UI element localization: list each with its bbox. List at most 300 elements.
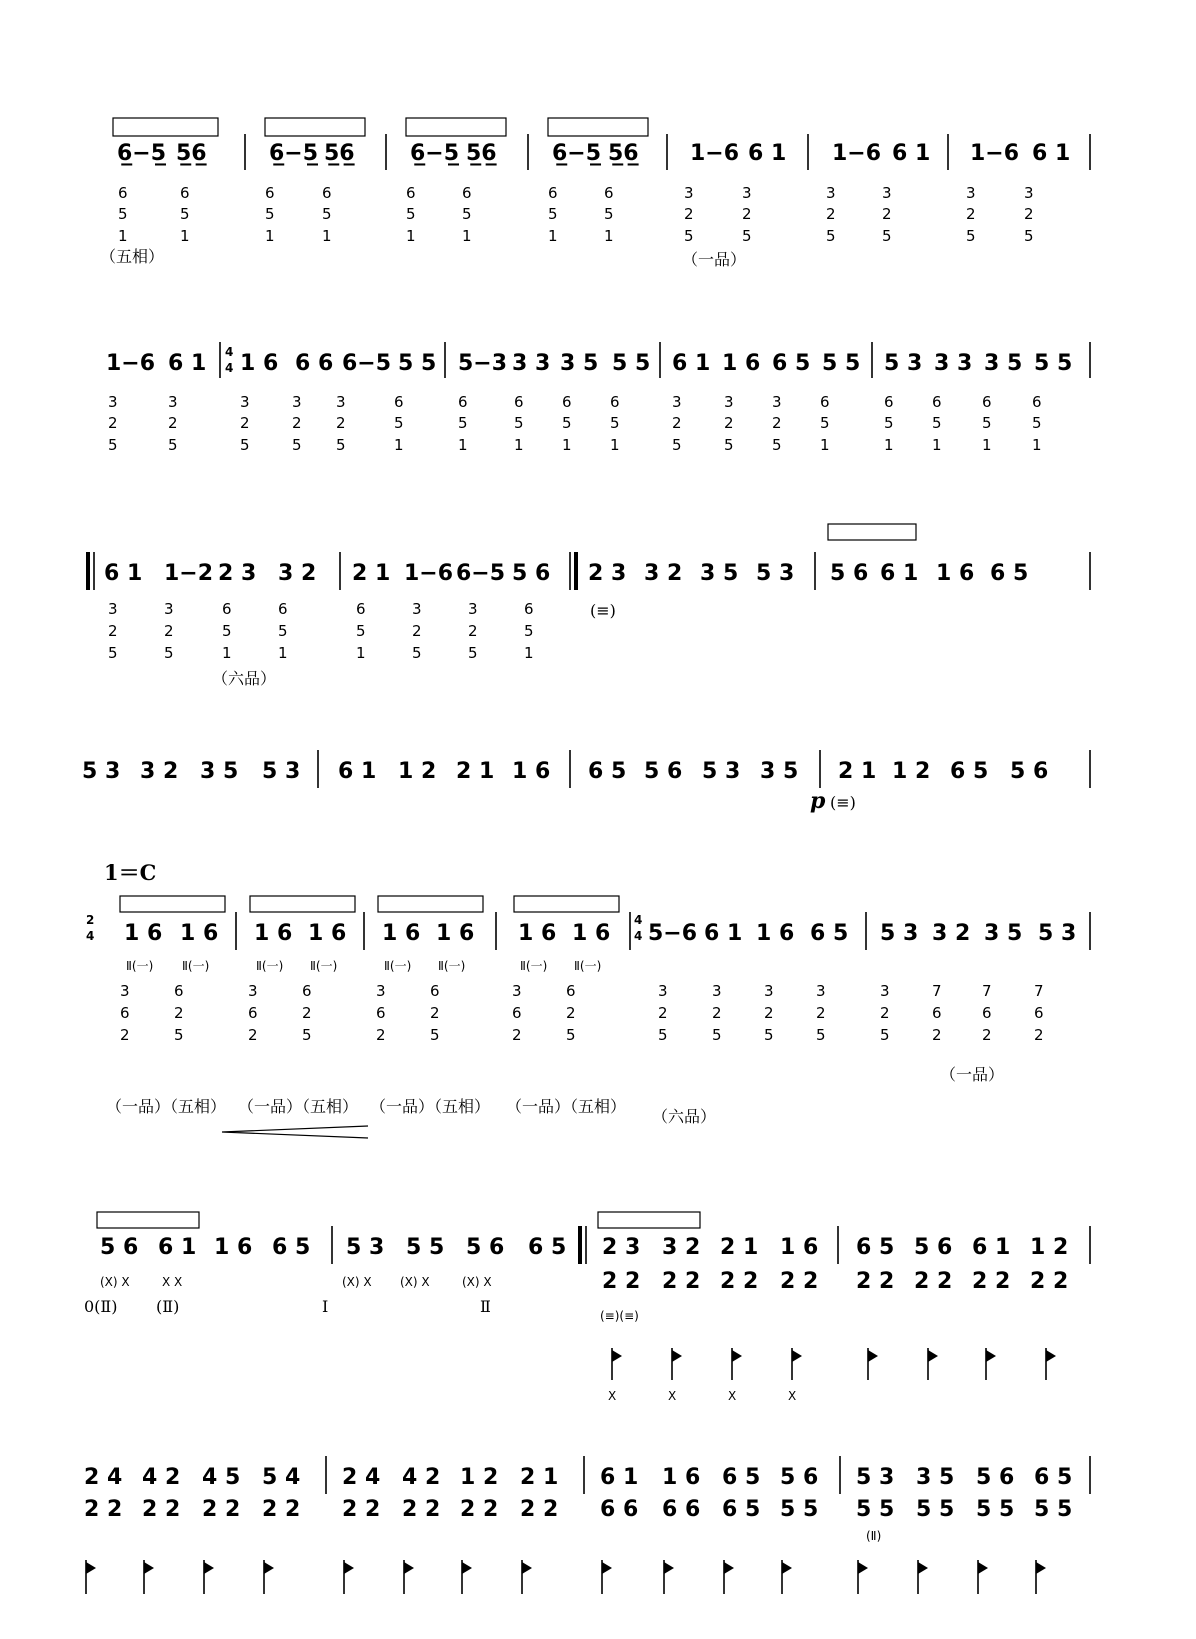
notation-text: 3 5 — [916, 1465, 955, 1490]
notation-text: 2 2 — [972, 1269, 1011, 1294]
notation-text: 2 — [108, 622, 118, 640]
notation-text: 2 2 — [262, 1497, 301, 1522]
score-line-2 — [106, 342, 1090, 454]
notation-text: 1 2 — [398, 759, 437, 784]
tremolo-box — [250, 896, 355, 912]
notation-text: 5 — [610, 414, 620, 432]
notation-text: 5 — [826, 227, 836, 245]
notation-text: 4 2 — [402, 1465, 441, 1490]
notation-text: 5 — [524, 622, 534, 640]
tremolo-box — [406, 118, 506, 136]
notation-text: 6 6 — [662, 1497, 701, 1522]
notation-text: 6 1 — [104, 561, 143, 586]
notation-text: 1 — [222, 644, 232, 662]
notation-text: 6 1 — [338, 759, 377, 784]
notation-text: 6 1 — [972, 1235, 1011, 1260]
time-sig-den: 4 — [86, 929, 95, 943]
notation-text: 3 2 — [140, 759, 179, 784]
notation-text: 3 — [880, 982, 890, 1000]
melody-measure-5: 1−6 — [690, 141, 740, 166]
notation-text: Ⅱ(一) — [126, 959, 154, 973]
notation-text: 2 — [376, 1026, 386, 1044]
stroke-flag-icon — [724, 1562, 734, 1574]
notation-text: 7 — [932, 982, 942, 1000]
notation-text: 3 — [248, 982, 258, 1000]
stroke-flag-icon — [868, 1350, 878, 1362]
notation-text: 6 — [982, 1004, 992, 1022]
notation-text: 5 — [684, 227, 694, 245]
notation-text: 2 2 — [402, 1497, 441, 1522]
notation-text: 3 — [240, 393, 250, 411]
notation-text: 5 — [174, 1026, 184, 1044]
notation-text: 6 — [322, 184, 332, 202]
chord-stacks-line-3 — [108, 600, 534, 662]
notation-text: 6 — [462, 184, 472, 202]
notation-text: 5 — [672, 436, 682, 454]
notation-text: 2 — [430, 1004, 440, 1022]
notation-text: 1 6 — [214, 1235, 253, 1260]
tremolo-box — [548, 118, 648, 136]
notation-text: 5 3 — [262, 759, 301, 784]
notation-text: 2 — [658, 1004, 668, 1022]
chord-stacks-line-1 — [118, 184, 1034, 245]
notation-text: 5 5 — [612, 351, 651, 376]
notation-text: 5 — [406, 205, 416, 223]
notation-text: 2 — [566, 1004, 576, 1022]
notation-text: 1 6 — [722, 351, 761, 376]
tremolo-box — [265, 118, 365, 136]
stroke-flag-icon — [1046, 1350, 1056, 1362]
lower-voice-line-6 — [602, 1269, 1068, 1294]
notation-text: 1 — [610, 436, 620, 454]
notation-text: 5 — [240, 436, 250, 454]
notation-text: 2 — [412, 622, 422, 640]
notation-text: 1 — [820, 436, 830, 454]
notation-text: 2 2 — [202, 1497, 241, 1522]
stroke-flag-icon — [978, 1562, 988, 1574]
notation-text: 5 — [462, 205, 472, 223]
notation-text: 6 — [932, 1004, 942, 1022]
notation-text: 5 6 — [644, 759, 683, 784]
stroke-flag-icon — [782, 1562, 792, 1574]
notation-text: 5 — [932, 414, 942, 432]
position-label: （五相） — [100, 247, 165, 266]
notation-text: 3 2 — [932, 921, 971, 946]
score-line-3 — [88, 524, 1090, 688]
notation-text: 5 — [772, 436, 782, 454]
notation-text: 2 — [1024, 205, 1034, 223]
notation-text: 2 3 — [602, 1235, 641, 1260]
notation-text: 6 5 — [810, 921, 849, 946]
notation-text: 5 — [430, 1026, 440, 1044]
notation-text: 6 — [376, 1004, 386, 1022]
notation-text: 3 — [724, 393, 734, 411]
notation-text: 1 2 — [1030, 1235, 1069, 1260]
notation-text: 2 — [248, 1026, 258, 1044]
notation-text: 3 3 — [512, 351, 551, 376]
notation-text: 3 — [1024, 184, 1034, 202]
notation-text: 5 — [336, 436, 346, 454]
notation-text: 5 6 — [466, 1235, 505, 1260]
notation-text: 3 — [120, 982, 130, 1000]
position-label: （六品） — [212, 669, 277, 688]
notation-text: 6 — [174, 982, 184, 1000]
dynamic-mark: p — [810, 788, 826, 814]
notation-text: 6 6 — [600, 1497, 639, 1522]
notation-text: 1 6 — [512, 759, 551, 784]
notation-text: 2 2 — [142, 1497, 181, 1522]
notation-text: 6 5 — [990, 561, 1029, 586]
notation-text: 5 — [882, 227, 892, 245]
notation-text: 1 2 — [892, 759, 931, 784]
notation-text: 3 — [108, 393, 118, 411]
notation-text: 6 — [1032, 393, 1042, 411]
notation-text: 5 — [292, 436, 302, 454]
notation-text: 1 — [394, 436, 404, 454]
melody-measure-2b: 5̲6̲ — [324, 141, 355, 166]
notation-text: 6 5 — [722, 1497, 761, 1522]
notation-text: 2 — [120, 1026, 130, 1044]
notation-text: 3 2 — [278, 561, 317, 586]
stroke-flag-icon — [918, 1562, 928, 1574]
notation-text: 5 6 — [914, 1235, 953, 1260]
notation-text: 1 — [604, 227, 614, 245]
notation-text: 5 6 — [1010, 759, 1049, 784]
notation-text: 5 3 — [880, 921, 919, 946]
notation-text: 5 — [982, 414, 992, 432]
tremolo-box — [97, 1212, 199, 1228]
notation-text: 2 1 — [838, 759, 877, 784]
technique-mark: (X) X — [462, 1275, 492, 1289]
notation-text: 6 — [406, 184, 416, 202]
stroke-flag-icon — [404, 1562, 414, 1574]
notation-text: 3 — [292, 393, 302, 411]
notation-text: 2 — [292, 414, 302, 432]
notation-text: 5 5 — [976, 1497, 1015, 1522]
notation-text: 3 — [336, 393, 346, 411]
notation-text: 5 — [566, 1026, 576, 1044]
notation-text: 3 — [376, 982, 386, 1000]
position-label: （一品）（五相） — [106, 1097, 227, 1116]
notation-text: 2 — [982, 1026, 992, 1044]
stroke-flag-icon — [664, 1562, 674, 1574]
notation-text: 2 — [512, 1026, 522, 1044]
notation-text: 7 — [1034, 982, 1044, 1000]
notation-text: 6 — [394, 393, 404, 411]
notation-text: 1 6 — [180, 921, 219, 946]
notation-text: 1 — [462, 227, 472, 245]
notation-text: 5 — [468, 644, 478, 662]
stroke-flag-icon — [792, 1350, 802, 1362]
notation-text: 6 5 — [1034, 1465, 1073, 1490]
notation-text: 5 3 — [756, 561, 795, 586]
notation-text: 2 2 — [460, 1497, 499, 1522]
notation-text: 5 — [278, 622, 288, 640]
notation-text: 5 — [712, 1026, 722, 1044]
position-label: （一品）（五相） — [238, 1097, 359, 1116]
notation-text: 6 — [512, 1004, 522, 1022]
stroke-flag-icon — [732, 1350, 742, 1362]
stroke-flag-icon — [462, 1562, 472, 1574]
notation-text: 2 — [880, 1004, 890, 1022]
notation-text: 5 6 — [100, 1235, 139, 1260]
notation-text: X — [788, 1389, 797, 1403]
notation-text: 3 — [772, 393, 782, 411]
notation-text: 6 — [932, 393, 942, 411]
notation-text: 2 — [164, 622, 174, 640]
notation-text: 4 2 — [142, 1465, 181, 1490]
notation-text: 6 1 — [704, 921, 743, 946]
technique-mark: (≡)(≡) — [600, 1309, 639, 1323]
notation-text: 2 2 — [856, 1269, 895, 1294]
time-sig-den: 4 — [225, 361, 234, 375]
notation-text: 5 — [562, 414, 572, 432]
notation-text: 3 — [816, 982, 826, 1000]
notation-text: 5 — [180, 205, 190, 223]
notation-text: 1 — [265, 227, 275, 245]
notation-text: 6 5 — [722, 1465, 761, 1490]
notation-text: 6 — [548, 184, 558, 202]
notation-text: 1 — [180, 227, 190, 245]
notation-text: 2 2 — [84, 1497, 123, 1522]
notation-text: 1−6 — [404, 561, 454, 586]
notation-text: 3 — [512, 982, 522, 1000]
notation-text: 2 2 — [342, 1497, 381, 1522]
notation-text: 6 — [458, 393, 468, 411]
notation-text: 5 5 — [856, 1497, 895, 1522]
notation-text: 5 — [108, 436, 118, 454]
notation-text: 2 — [302, 1004, 312, 1022]
notation-text: 2 4 — [84, 1465, 123, 1490]
melody-measure-6: 1−6 — [832, 141, 882, 166]
melody-measure: 1−6 — [106, 351, 156, 376]
notation-text: X — [728, 1389, 737, 1403]
melody-measure: 6 1 — [168, 351, 207, 376]
lower-voice-line-7 — [84, 1497, 1072, 1522]
notation-text: 3 5 — [984, 921, 1023, 946]
notation-text: 2 3 — [588, 561, 627, 586]
notation-text: 6 — [1034, 1004, 1044, 1022]
notation-text: 6 — [180, 184, 190, 202]
notation-text: 3 — [412, 600, 422, 618]
notation-text: 5 — [164, 644, 174, 662]
notation-text: 5 — [884, 414, 894, 432]
melody-measure-7: 1−6 — [970, 141, 1020, 166]
notation-text: 3 — [108, 600, 118, 618]
melody-measure-3b: 5̲6̲ — [466, 141, 497, 166]
notation-text: 5 6 — [830, 561, 869, 586]
notation-text: 3 3 — [934, 351, 973, 376]
notation-text: Ⅱ(一) — [256, 959, 284, 973]
notation-text: 5 5 — [916, 1497, 955, 1522]
notation-text: 1 6 — [254, 921, 293, 946]
notation-text: 5 — [514, 414, 524, 432]
notation-text: 1 — [548, 227, 558, 245]
notation-text: 3 — [672, 393, 682, 411]
notation-text: Ⅱ(一) — [520, 959, 548, 973]
notation-text: 2 — [684, 205, 694, 223]
notation-text: 6 — [604, 184, 614, 202]
position-label: (≡) — [590, 601, 616, 620]
notation-text: 5−3 — [458, 351, 508, 376]
notation-text: 1 — [932, 436, 942, 454]
notation-text: 5 — [820, 414, 830, 432]
notation-text: 3 — [764, 982, 774, 1000]
notation-text: 5 — [394, 414, 404, 432]
notation-text: 5 — [764, 1026, 774, 1044]
notation-text: 2 — [712, 1004, 722, 1022]
notation-text: 5 3 — [1038, 921, 1077, 946]
hairpin-mark — [222, 1126, 368, 1138]
notation-text: 6 5 — [950, 759, 989, 784]
stroke-flag-icon — [858, 1562, 868, 1574]
notation-text: 5 — [548, 205, 558, 223]
notation-text: 1 — [278, 644, 288, 662]
notation-text: 1 6 — [124, 921, 163, 946]
stroke-flag-icon — [344, 1562, 354, 1574]
notation-text: 5 — [118, 205, 128, 223]
notation-text: 3 5 — [700, 561, 739, 586]
notation-text: 5 5 — [398, 351, 437, 376]
tremolo-box — [828, 524, 916, 540]
notation-text: 3 2 — [662, 1235, 701, 1260]
notation-text: 6 — [356, 600, 366, 618]
melody-measure-1b: 5̲6̲ — [176, 141, 207, 166]
melody-measure-3: 6̲−5̲ — [410, 141, 460, 166]
notation-text: 2 1 — [720, 1235, 759, 1260]
notation-text: 6 — [514, 393, 524, 411]
notation-text: 5 — [816, 1026, 826, 1044]
melody-measure-4: 6̲−5̲ — [552, 141, 602, 166]
notation-text: 2 — [816, 1004, 826, 1022]
technique-mark: (X) X — [100, 1275, 130, 1289]
notation-text: 5 — [724, 436, 734, 454]
tremolo-box — [113, 118, 218, 136]
notation-text: 2 — [336, 414, 346, 432]
notation-text: 5 6 — [512, 561, 551, 586]
technique-mark: 0(Ⅱ) — [84, 1297, 118, 1316]
notation-text: 1 6 — [240, 351, 279, 376]
notation-text: 7 — [982, 982, 992, 1000]
notation-text: 6 1 — [600, 1465, 639, 1490]
melody-measure-7b: 6 1 — [1032, 141, 1071, 166]
notation-text: 2 — [826, 205, 836, 223]
notation-text: 2 2 — [602, 1269, 641, 1294]
notation-text: 5 3 — [702, 759, 741, 784]
notation-text: 6 5 — [272, 1235, 311, 1260]
notation-text: 1 6 — [308, 921, 347, 946]
notation-text: 3 — [712, 982, 722, 1000]
notation-text: 6 — [820, 393, 830, 411]
notation-text: 1−2 — [164, 561, 214, 586]
stroke-flag-icon — [612, 1350, 622, 1362]
notation-text: 1 2 — [460, 1465, 499, 1490]
notation-text: Ⅱ(一) — [310, 959, 338, 973]
position-label: （一品）（五相） — [370, 1097, 491, 1116]
position-label: (≡) — [830, 793, 856, 812]
notation-text: 1 — [884, 436, 894, 454]
notation-text: 6 1 — [672, 351, 711, 376]
notation-text: 4 5 — [202, 1465, 241, 1490]
notation-text: 5 5 — [822, 351, 861, 376]
technique-mark: (X) X — [400, 1275, 430, 1289]
notation-text: 5 — [604, 205, 614, 223]
notation-text: 3 5 — [200, 759, 239, 784]
notation-text: 2 — [468, 622, 478, 640]
notation-text: 1 6 — [436, 921, 475, 946]
notation-text: 6 — [265, 184, 275, 202]
notation-text: 5 — [1032, 414, 1042, 432]
notation-text: 6 — [248, 1004, 258, 1022]
notation-text: 2 2 — [720, 1269, 759, 1294]
notation-text: 5 — [302, 1026, 312, 1044]
notation-text: 3 — [826, 184, 836, 202]
score-line-6 — [84, 1212, 1090, 1403]
notation-text: 6 1 — [880, 561, 919, 586]
stroke-flag-icon — [264, 1562, 274, 1574]
notation-text: 1 — [514, 436, 524, 454]
notation-text: Ⅱ(一) — [384, 959, 412, 973]
notation-text: 6 — [566, 982, 576, 1000]
notation-text: 3 5 — [560, 351, 599, 376]
notation-text: 2 — [240, 414, 250, 432]
score-line-7 — [84, 1456, 1090, 1594]
notation-text: 3 5 — [984, 351, 1023, 376]
notation-text: 2 — [108, 414, 118, 432]
notation-text: 2 4 — [342, 1465, 381, 1490]
melody-measure-6b: 6 1 — [892, 141, 931, 166]
notation-text: 1 — [406, 227, 416, 245]
notation-text: X — [608, 1389, 617, 1403]
notation-text: 2 — [932, 1026, 942, 1044]
notation-text: 6 — [524, 600, 534, 618]
notation-text: 5 5 — [780, 1497, 819, 1522]
notation-text: 1 — [356, 644, 366, 662]
notation-text: 5 — [108, 644, 118, 662]
notation-text: 5 — [222, 622, 232, 640]
notation-text: 2 — [764, 1004, 774, 1022]
notation-text: 1 — [322, 227, 332, 245]
stroke-flag-icon — [928, 1350, 938, 1362]
tremolo-box — [378, 896, 483, 912]
notation-text: 1 — [524, 644, 534, 662]
notation-text: 2 2 — [520, 1497, 559, 1522]
melody-measure-5b: 6 1 — [748, 141, 787, 166]
notation-text: 1 6 — [936, 561, 975, 586]
position-label: （六品） — [652, 1107, 717, 1126]
notation-text: 2 — [168, 414, 178, 432]
notation-text: 6 5 — [588, 759, 627, 784]
notation-text: 5 5 — [406, 1235, 445, 1260]
notation-text: Ⅱ(一) — [182, 959, 210, 973]
notation-text: 2 — [1034, 1026, 1044, 1044]
score-line-4 — [82, 750, 1090, 814]
technique-mark: (Ⅱ) — [156, 1297, 180, 1316]
notation-text: 6 — [302, 982, 312, 1000]
notation-text: 6 5 — [772, 351, 811, 376]
notation-text: 2 1 — [520, 1465, 559, 1490]
notation-text: 2 — [174, 1004, 184, 1022]
notation-text: 5 — [1024, 227, 1034, 245]
notation-text: 2 1 — [352, 561, 391, 586]
notation-text: 5 6 — [780, 1465, 819, 1490]
notation-text: 6 — [278, 600, 288, 618]
notation-text: 6 — [610, 393, 620, 411]
notation-text: 2 2 — [1030, 1269, 1069, 1294]
notation-text: 6 — [118, 184, 128, 202]
stroke-flag-icon — [672, 1350, 682, 1362]
technique-mark: (X) X — [342, 1275, 372, 1289]
